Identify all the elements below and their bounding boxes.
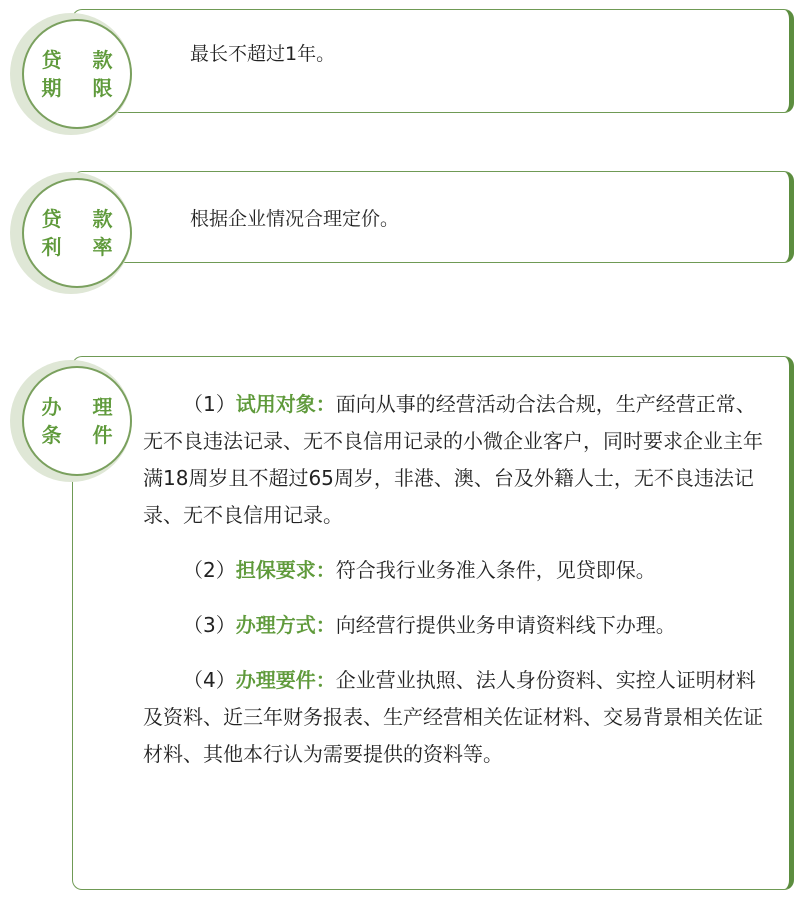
conditions-badge-line-2: 条 件 bbox=[41, 423, 125, 447]
condition-label: 担保要求： bbox=[235, 558, 336, 582]
condition-text: 企业营业执照、法人身份资料、实控人证明材料及资料、近三年财务报表、生产经营相关佐证材料、交易背景相关佐证材料、其他本行认为需要提供的资料等。 bbox=[143, 668, 763, 766]
condition-item bbox=[143, 607, 773, 644]
condition-item bbox=[143, 662, 773, 773]
loan-rate-badge-line-1: 贷 款 bbox=[41, 207, 125, 231]
loan-term-card bbox=[72, 9, 794, 113]
conditions-body bbox=[143, 386, 773, 791]
condition-item bbox=[143, 386, 773, 534]
loan-term-badge bbox=[22, 19, 132, 129]
condition-label: 办理方式： bbox=[235, 613, 336, 637]
loan-term-text: 最长不超过1年。 bbox=[190, 43, 336, 65]
loan-rate-badge-line-2: 利 率 bbox=[41, 235, 125, 259]
condition-label: 试用对象： bbox=[235, 392, 336, 416]
loan-rate-text: 根据企业情况合理定价。 bbox=[190, 208, 400, 230]
loan-rate-card bbox=[72, 171, 794, 263]
condition-text: 面向从事的经营活动合法合规，生产经营正常、无不良违法记录、无不良信用记录的小微企业客户，同时要求企业主年满18周岁且不超过65周岁，非港、澳、台及外籍人士，无不良违法记录、无不良信用记录。 bbox=[143, 392, 763, 527]
conditions-badge-line-1: 办 理 bbox=[41, 395, 125, 419]
condition-prefix: （4） bbox=[183, 668, 236, 692]
condition-text: 符合我行业务准入条件，见贷即保。 bbox=[335, 558, 656, 582]
condition-prefix: （2） bbox=[183, 558, 236, 582]
condition-text: 向经营行提供业务申请资料线下办理。 bbox=[335, 613, 676, 637]
conditions-badge bbox=[22, 366, 132, 476]
condition-label: 办理要件： bbox=[235, 668, 336, 692]
condition-prefix: （3） bbox=[183, 613, 236, 637]
condition-prefix: （1） bbox=[183, 392, 236, 416]
loan-rate-badge bbox=[22, 178, 132, 288]
condition-item bbox=[143, 552, 773, 589]
loan-term-badge-line-2: 期 限 bbox=[41, 76, 125, 100]
loan-term-badge-line-1: 贷 款 bbox=[41, 48, 125, 72]
